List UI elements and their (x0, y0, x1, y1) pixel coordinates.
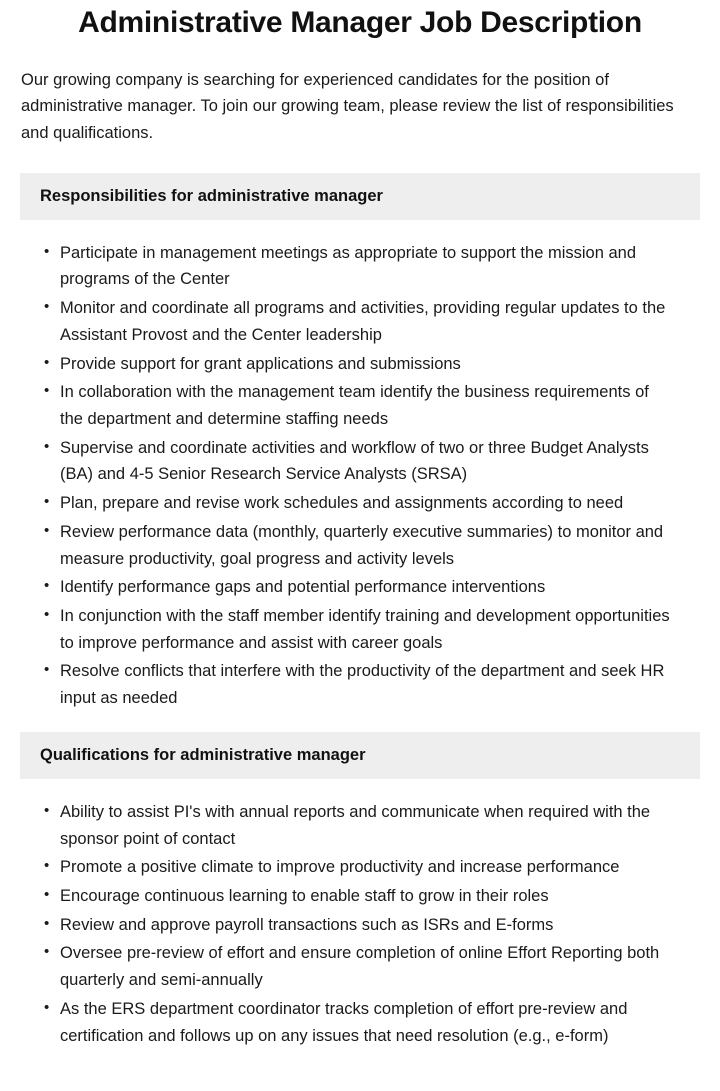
list-item: • In collaboration with the management team identify the business requirements of the department and determine staffing needs (20, 379, 700, 432)
responsibilities-list (20, 240, 700, 712)
list-item: • Ability to assist PI's with annual reports and communicate when required with the sponsor point of contact (20, 799, 700, 852)
list-item: • Participate in management meetings as appropriate to support the mission and programs of the Center (20, 240, 700, 293)
qualifications-section-body (20, 793, 700, 1049)
list-item: • Identify performance gaps and potential performance interventions (20, 574, 700, 601)
list-item: • Resolve conflicts that interfere with the productivity of the department and seek HR input as needed (20, 658, 700, 711)
list-item: • Supervise and coordinate activities and workflow of two or three Budget Analysts (BA) and 4-5 Senior Research Service Analysts (SRSA) (20, 435, 700, 488)
list-item: • Encourage continuous learning to enable staff to grow in their roles (20, 883, 700, 910)
qualifications-list (20, 799, 700, 1049)
list-item: • Provide support for grant applications and submissions (20, 351, 700, 378)
list-item: • Promote a positive climate to improve productivity and increase performance (20, 854, 700, 881)
intro-paragraph: Our growing company is searching for experienced candidates for the position of administrative manager. To join our growing team, please review the list of responsibilities and qualifications. (21, 70, 674, 142)
responsibilities-section-heading: Responsibilities for administrative manager (20, 173, 700, 220)
list-item: • As the ERS department coordinator tracks completion of effort pre-review and certification and follows up on any issues that need resolution (e.g., e-form) (20, 996, 700, 1049)
responsibilities-section-body (20, 234, 700, 712)
job-description-page (0, 6, 720, 1091)
list-item: • Monitor and coordinate all programs and activities, providing regular updates to the Assistant Provost and the Center leadership (20, 295, 700, 348)
qualifications-section-heading: Qualifications for administrative manager (20, 732, 700, 779)
page-title: Administrative Manager Job Description (78, 6, 642, 39)
list-item: • In conjunction with the staff member identify training and development opportunities to improve performance and assist with career goals (20, 603, 700, 656)
list-item: • Oversee pre-review of effort and ensure completion of online Effort Reporting both quarterly and semi-annually (20, 940, 700, 993)
list-item: • Review and approve payroll transactions such as ISRs and E-forms (20, 912, 700, 939)
list-item: • Review performance data (monthly, quarterly executive summaries) to monitor and measure productivity, goal progress and activity levels (20, 519, 700, 572)
list-item: • Plan, prepare and revise work schedules and assignments according to need (20, 490, 700, 517)
